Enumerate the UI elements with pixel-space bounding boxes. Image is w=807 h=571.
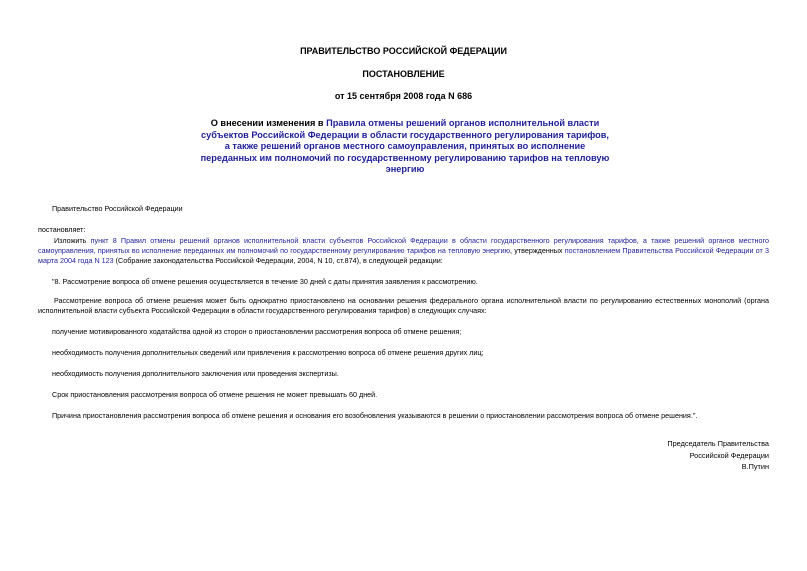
decrees-text: постановляет: (38, 225, 86, 234)
resolution-link[interactable]: постановлением Правительства Российской Федерации от 3 марта 2004 года N 123 (38, 246, 769, 265)
intro-text: Правительство Российской Федерации (52, 204, 183, 213)
rules-clause-link[interactable]: пункт 8 Правил отмены решений органов исполнительной власти субъектов Российской Федерации в области государственного регулирования тарифов, а также решений органов местного самоуправления, принятых во исполнение переданных им полномочий по государственному регулированию тарифов на тепловую энергию (38, 236, 769, 255)
clause-paragraph: получение мотивированного ходатайства одной из сторон о приостановлении рассмотрения вопроса об отмене решения; (52, 327, 462, 336)
signatory-title-line-2: Российской Федерации (689, 450, 769, 460)
clause-paragraph: Рассмотрение вопроса об отмене решения может быть однократно приостановлено на основании решения федерального органа исполнительной власти по регулированию естественных монополий (органа исполнительной власти субъекта Российской Федерации в области государственного регулирования тарифов) в следующих случаях: (38, 296, 769, 315)
set-out-paragraph (38, 236, 769, 266)
set-out-text-2: , утвержденных (510, 246, 565, 255)
clause-paragraph: необходимость получения дополнительного заключения или проведения экспертизы. (52, 369, 339, 378)
document-type: ПОСТАНОВЛЕНИЕ (362, 69, 445, 79)
date-and-number: от 15 сентября 2008 года N 686 (334, 91, 473, 101)
title-prefix: О внесении изменения в (210, 118, 327, 128)
clause-paragraph: Причина приостановления рассмотрения вопроса об отмене решения и основания его возобновления указываются в решении о приостановлении рассмотрения вопроса об отмене решения.". (52, 411, 698, 420)
signatory-name: В.Путин (741, 462, 769, 471)
clause-paragraph: "8. Рассмотрение вопроса об отмене решения осуществляется в течение 30 дней с даты принятия заявления к рассмотрению. (52, 277, 478, 286)
set-out-text-1: Изложить (54, 236, 91, 245)
government-heading: ПРАВИТЕЛЬСТВО РОССИЙСКОЙ ФЕДЕРАЦИИ (300, 46, 507, 56)
clause-paragraph: Срок приостановления рассмотрения вопроса об отмене решения не может превышать 60 дней. (52, 390, 378, 399)
set-out-text-3: (Собрание законодательства Российской Федерации, 2004, N 10, ст.874), в следующей редакции: (113, 256, 443, 265)
signatory-title-line-1: Председатель Правительства (667, 439, 769, 448)
signature-block (667, 438, 769, 473)
document-title (200, 118, 610, 176)
clause-paragraph: необходимость получения дополнительных сведений или привлечения к рассмотрению вопроса об отмене решения других лиц; (52, 348, 484, 357)
rules-link[interactable]: Правила отмены решений органов исполнительной власти субъектов Российской Федерации в области государственного регулирования тарифов, а также решений органов местного самоуправления, принятых во исполнение переданных им полномочий по государственному регулированию тарифов на тепловую энергию (200, 118, 610, 174)
